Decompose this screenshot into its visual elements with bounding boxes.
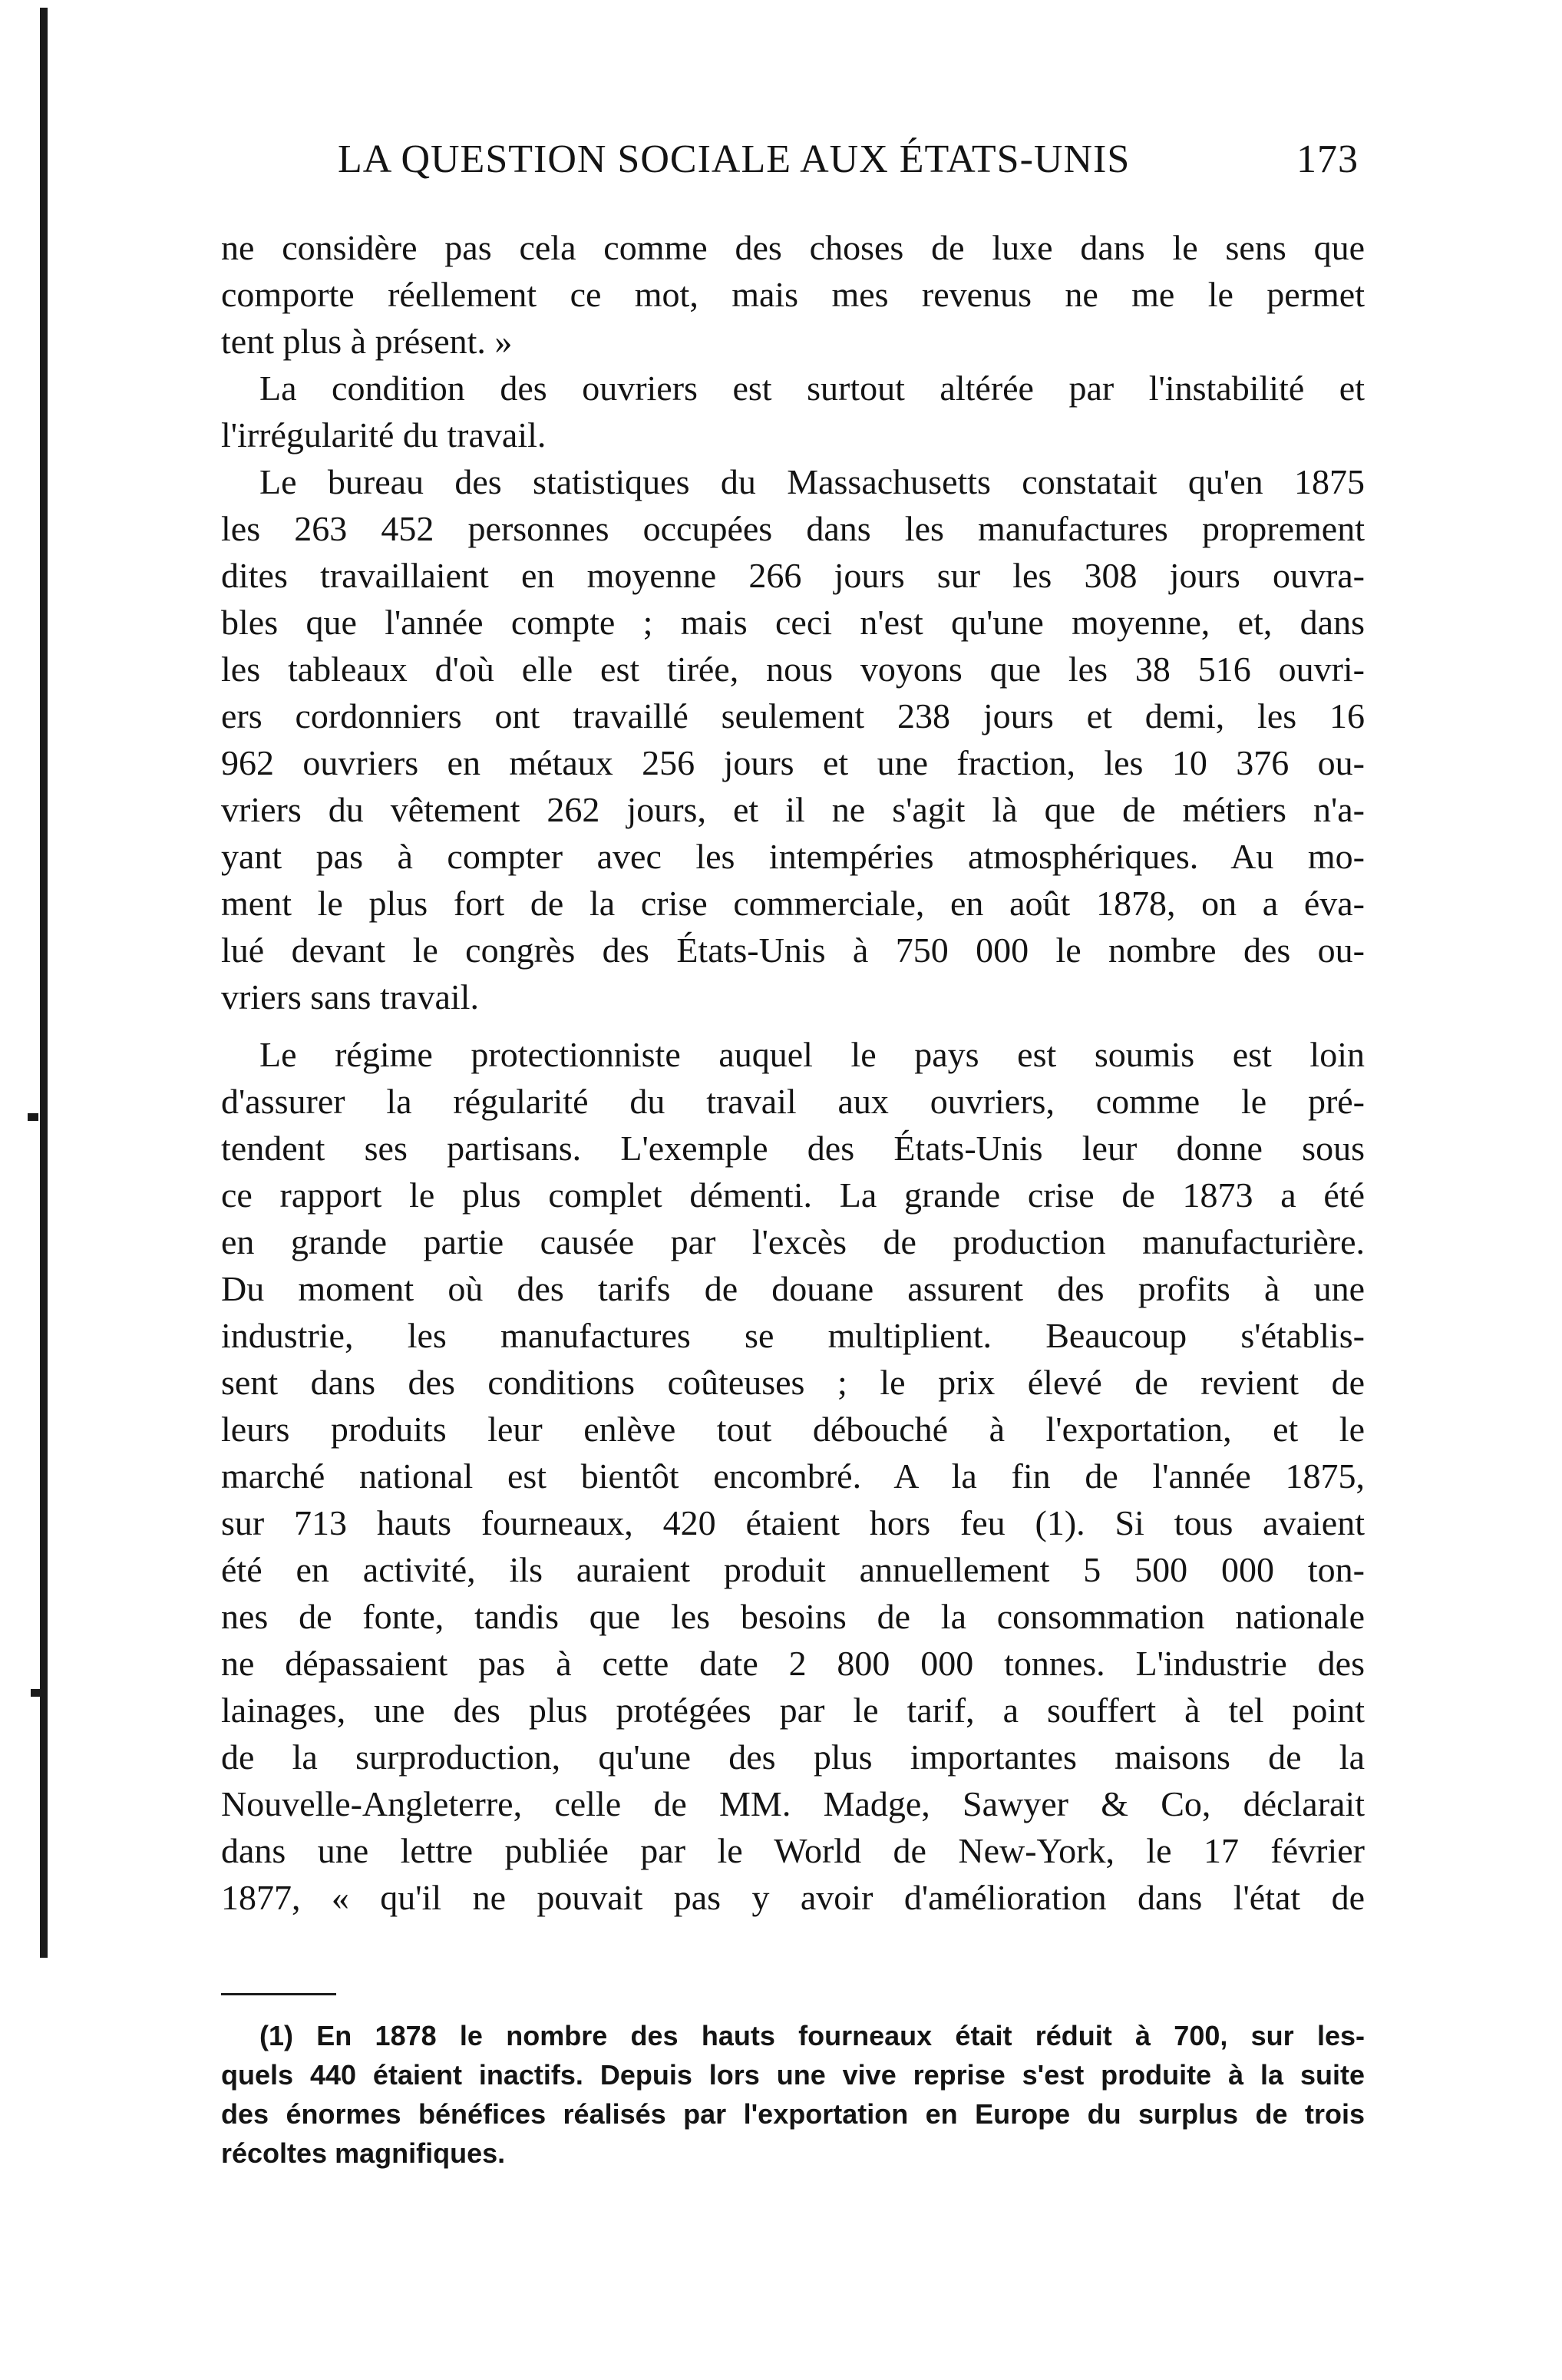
text-line: nes de fonte, tandis que les besoins de la consommation nationale: [221, 1597, 1365, 1636]
text-line: en grande partie causée par l'excès de production manufacturière.: [221, 1222, 1365, 1261]
text-line: marché national est bientôt encombré. A la fin de l'année 1875,: [221, 1456, 1365, 1496]
text-line: lué devant le congrès des États-Unis à 750 000 le nombre des ou-: [221, 931, 1365, 970]
binding-edge: [40, 8, 48, 1958]
text-line: 962 ouvriers en métaux 256 jours et une fraction, les 10 376 ou-: [221, 743, 1365, 782]
text-line: industrie, les manufactures se multiplient. Beaucoup s'établis-: [221, 1316, 1365, 1355]
text-line: les 263 452 personnes occupées dans les manufactures proprement: [221, 509, 1365, 548]
text-line: ce rapport le plus complet démenti. La grande crise de 1873 a été: [221, 1175, 1365, 1215]
text-line: comporte réellement ce mot, mais mes revenus ne me le permet: [221, 275, 1365, 314]
binding-speck: [31, 1689, 41, 1697]
text-line: Nouvelle-Angleterre, celle de MM. Madge, Sawyer & Co, déclarait: [221, 1784, 1365, 1823]
text-line: sur 713 hauts fourneaux, 420 étaient hors feu (1). Si tous avaient: [221, 1503, 1365, 1542]
text-line: yant pas à compter avec les intempéries atmosphériques. Au mo-: [221, 837, 1365, 876]
text-line: Le bureau des statistiques du Massachusetts constatait qu'en 1875: [259, 462, 1365, 501]
text-line: les tableaux d'où elle est tirée, nous voyons que les 38 516 ouvri-: [221, 650, 1365, 689]
footnote: [221, 2016, 1365, 2173]
running-head-title: LA QUESTION SOCIALE AUX ÉTATS-UNIS: [338, 137, 1131, 181]
footnote-rule: [221, 1993, 336, 1995]
text-line: dites travaillaient en moyenne 266 jours sur les 308 jours ouvra-: [221, 556, 1365, 595]
text-line: bles que l'année compte ; mais ceci n'est qu'une moyenne, et, dans: [221, 603, 1365, 642]
text-line: La condition des ouvriers est surtout altérée par l'instabilité et: [259, 369, 1365, 408]
text-line: de la surproduction, qu'une des plus importantes maisons de la: [221, 1737, 1365, 1777]
text-line: sent dans des conditions coûteuses ; le prix élevé de revient de: [221, 1363, 1365, 1402]
text-line: l'irrégularité du travail.: [221, 415, 547, 455]
footnote-line: récoltes magnifiques.: [221, 2137, 506, 2169]
footnote-line: quels 440 étaient inactifs. Depuis lors une vive reprise s'est produite à la suite: [221, 2059, 1365, 2091]
text-line: dans une lettre publiée par le World de New-York, le 17 février: [221, 1831, 1365, 1870]
text-line: vriers du vêtement 262 jours, et il ne s'agit là que de métiers n'a-: [221, 790, 1365, 829]
text-line: été en activité, ils auraient produit annuellement 5 500 000 ton-: [221, 1550, 1365, 1589]
footnote-line: (1) En 1878 le nombre des hauts fourneaux était réduit à 700, sur les-: [259, 2020, 1365, 2051]
footnote-line: des énormes bénéfices réalisés par l'exportation en Europe du surplus de trois: [221, 2098, 1365, 2130]
body-text: [221, 224, 1365, 1921]
page-number: 173: [1296, 137, 1359, 181]
text-line: Du moment où des tarifs de douane assurent des profits à une: [221, 1269, 1365, 1308]
text-line: ne dépassaient pas à cette date 2 800 000 tonnes. L'industrie des: [221, 1644, 1365, 1683]
text-line: tendent ses partisans. L'exemple des États-Unis leur donne sous: [221, 1129, 1365, 1168]
text-line: 1877, « qu'il ne pouvait pas y avoir d'amélioration dans l'état de: [221, 1878, 1365, 1917]
text-line: vriers sans travail.: [221, 977, 479, 1016]
binding-speck: [28, 1113, 38, 1121]
text-line: ment le plus fort de la crise commerciale, en août 1878, on a éva-: [221, 884, 1365, 923]
text-line: tent plus à présent. »: [221, 322, 513, 361]
text-line: lainages, une des plus protégées par le tarif, a souffert à tel point: [221, 1691, 1365, 1730]
text-line: leurs produits leur enlève tout débouché à l'exportation, et le: [221, 1410, 1365, 1449]
text-line: d'assurer la régularité du travail aux ouvriers, comme le pré-: [221, 1082, 1365, 1121]
text-line: ne considère pas cela comme des choses de luxe dans le sens que: [221, 228, 1365, 267]
running-head: [338, 137, 1359, 190]
text-line: ers cordonniers ont travaillé seulement 238 jours et demi, les 16: [221, 696, 1365, 735]
text-line: Le régime protectionniste auquel le pays est soumis est loin: [259, 1035, 1365, 1074]
